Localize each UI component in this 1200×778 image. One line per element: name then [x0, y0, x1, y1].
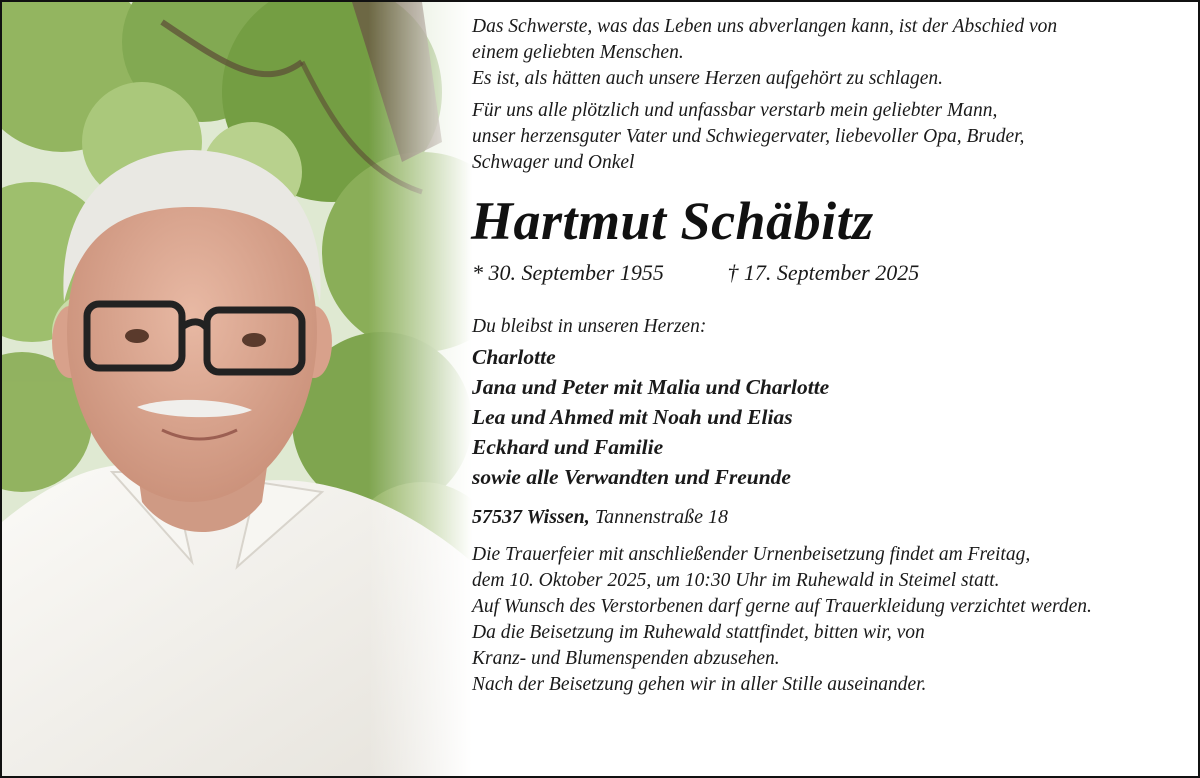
mourner-line: sowie alle Verwandten und Freunde: [472, 465, 791, 489]
service-line: Kranz- und Blumenspenden abzusehen.: [472, 648, 780, 669]
mourners-list: [472, 342, 1187, 492]
mourner-line: Charlotte: [472, 345, 556, 369]
service-info: [472, 542, 1187, 698]
family-address: [472, 504, 1187, 530]
service-line: dem 10. Oktober 2025, um 10:30 Uhr im Ruhewald in Steimel statt.: [472, 570, 1000, 591]
deceased-name: Hartmut Schäbitz: [471, 191, 874, 251]
obituary-text: [472, 14, 1187, 698]
service-line: Auf Wunsch des Verstorbenen darf gerne auf Trauerkleidung verzichtet werden.: [472, 596, 1092, 617]
address-street: Tannenstraße 18: [594, 506, 728, 528]
mourners-heading: Du bleibst in unseren Herzen:: [472, 316, 707, 337]
address-city: 57537 Wissen,: [472, 506, 590, 528]
portrait-photo: [2, 2, 472, 776]
mourner-line: Eckhard und Familie: [472, 435, 664, 459]
intro-paragraph-1: Das Schwerste, was das Leben uns abverlangen kann, ist der Abschied von einem geliebten Menschen. Es ist, als hätten auch unsere Herzen aufgehört zu schlagen.: [472, 16, 1058, 89]
service-line: Da die Beisetzung im Ruhewald stattfindet, bitten wir, von: [472, 622, 925, 643]
mourner-line: Lea und Ahmed mit Noah und Elias: [472, 405, 793, 429]
death-date: † 17. September 2025: [727, 260, 920, 285]
birth-date: * 30. September 1955: [472, 260, 664, 285]
service-line: Nach der Beisetzung gehen wir in aller Stille auseinander.: [472, 674, 927, 695]
mourner-line: Jana und Peter mit Malia und Charlotte: [472, 375, 830, 399]
service-line: Die Trauerfeier mit anschließender Urnenbeisetzung findet am Freitag,: [472, 544, 1031, 565]
life-dates: [472, 258, 1187, 288]
intro-paragraph-2: Für uns alle plötzlich und unfassbar verstarb mein geliebter Mann, unser herzensguter Vater und Schwiegervater, liebevoller Opa, Bruder, Schwager und Onkel: [472, 100, 1025, 173]
